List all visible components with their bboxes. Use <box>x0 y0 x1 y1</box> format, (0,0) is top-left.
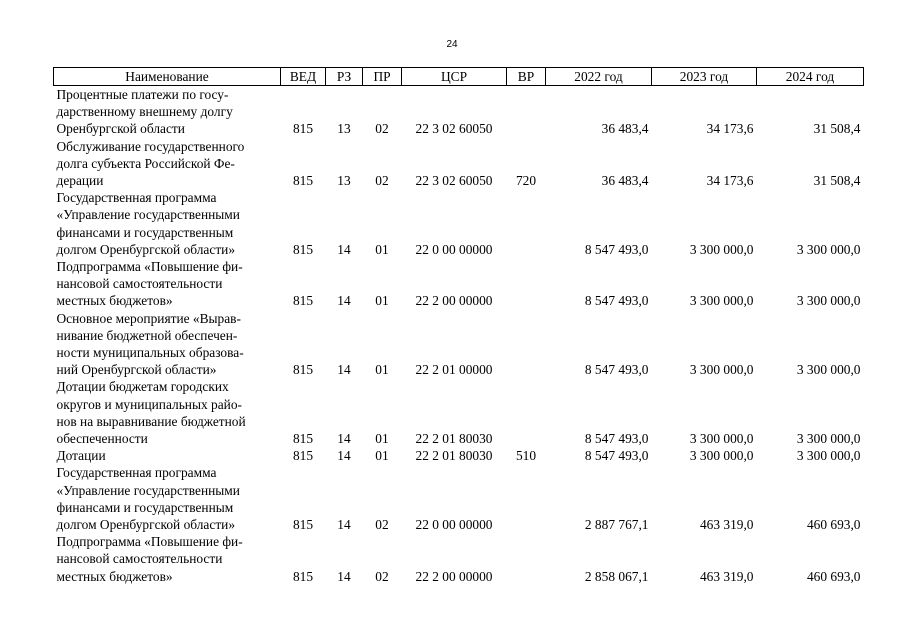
name-line: Дотации бюджетам городских <box>56 379 229 395</box>
name-line: нансовой самостоятельности <box>56 551 223 567</box>
table-body <box>54 86 864 585</box>
cell-pr: 02 <box>375 121 389 137</box>
cell-2023: 34 173,6 <box>706 121 754 137</box>
name-line: Основное мероприятие «Вырав- <box>56 310 241 326</box>
cell-ved: 815 <box>292 568 314 584</box>
cell-csr: 22 0 00 00000 <box>415 517 493 533</box>
budget-table <box>53 67 864 585</box>
cell-2022: 8 547 493,0 <box>584 362 649 378</box>
name-line: «Управление государственными <box>56 207 240 223</box>
cell-csr: 22 2 00 00000 <box>415 568 493 584</box>
cell-rz: 14 <box>337 362 351 378</box>
page-number: 24 <box>446 39 458 50</box>
cell-name <box>54 138 281 190</box>
cell-2022: 8 547 493,0 <box>584 431 649 447</box>
cell-ved: 815 <box>292 293 314 309</box>
table-row <box>54 189 864 258</box>
cell-rz: 13 <box>337 173 351 189</box>
table-row <box>54 310 864 379</box>
name-line: ности муниципальных образова- <box>56 345 244 361</box>
cell-ved: 815 <box>292 121 314 137</box>
cell-2024: 31 508,4 <box>813 173 861 189</box>
name-line: долгом Оренбургской области» <box>56 241 236 257</box>
cell-pr: 02 <box>375 517 389 533</box>
table-row <box>54 447 864 464</box>
cell-csr: 22 2 01 80030 <box>415 431 493 447</box>
cell-csr: 22 0 00 00000 <box>415 241 493 257</box>
cell-rz: 14 <box>337 431 351 447</box>
cell-vr <box>507 86 546 138</box>
cell-csr: 22 2 00 00000 <box>415 293 493 309</box>
table-row <box>54 464 864 533</box>
cell-rz: 14 <box>337 241 351 257</box>
cell-name <box>54 189 281 258</box>
name-line: Подпрограмма «Повышение фи- <box>56 259 243 275</box>
cell-vr <box>507 378 546 447</box>
header-csr: ЦСР <box>402 68 507 86</box>
cell-pr: 01 <box>375 431 389 447</box>
header-name: Наименование <box>54 68 281 86</box>
cell-pr: 01 <box>375 448 389 464</box>
cell-csr: 22 3 02 60050 <box>415 173 493 189</box>
name-line: финансами и государственным <box>56 224 234 240</box>
header-pr: ПР <box>363 68 402 86</box>
cell-2023: 34 173,6 <box>706 173 754 189</box>
cell-rz: 14 <box>337 517 351 533</box>
table-row <box>54 378 864 447</box>
cell-vr: 510 <box>515 448 537 464</box>
cell-2022: 2 887 767,1 <box>584 517 649 533</box>
name-line: Дотации <box>56 448 106 464</box>
name-line: Государственная программа <box>56 190 217 206</box>
header-rz: РЗ <box>326 68 363 86</box>
cell-2024: 3 300 000,0 <box>796 431 861 447</box>
cell-pr: 01 <box>375 293 389 309</box>
table-row <box>54 258 864 310</box>
name-line: Процентные платежи по госу- <box>56 87 229 102</box>
cell-2023: 3 300 000,0 <box>689 448 754 464</box>
cell-rz: 14 <box>337 448 351 464</box>
header-vr: ВР <box>507 68 546 86</box>
cell-2023: 3 300 000,0 <box>689 431 754 447</box>
name-line: местных бюджетов» <box>56 293 173 309</box>
cell-name <box>54 378 281 447</box>
name-line: Подпрограмма «Повышение фи- <box>56 534 243 550</box>
name-line: местных бюджетов» <box>56 568 173 584</box>
cell-name <box>54 310 281 379</box>
name-line: нивание бюджетной обеспечен- <box>56 327 238 343</box>
cell-ved: 815 <box>292 448 314 464</box>
cell-2023: 3 300 000,0 <box>689 293 754 309</box>
header-ved: ВЕД <box>281 68 326 86</box>
cell-vr <box>507 464 546 533</box>
cell-pr: 01 <box>375 241 389 257</box>
cell-2022: 36 483,4 <box>601 121 649 137</box>
header-2023: 2023 год <box>652 68 757 86</box>
cell-pr: 02 <box>375 568 389 584</box>
cell-ved: 815 <box>292 517 314 533</box>
cell-ved: 815 <box>292 362 314 378</box>
name-line: Обслуживание государственного <box>56 138 245 154</box>
cell-name <box>54 464 281 533</box>
name-line: округов и муниципальных райо- <box>56 396 242 412</box>
cell-csr: 22 3 02 60050 <box>415 121 493 137</box>
cell-name <box>54 86 281 138</box>
cell-rz: 14 <box>337 568 351 584</box>
cell-2023: 3 300 000,0 <box>689 362 754 378</box>
table-row <box>54 533 864 585</box>
cell-2024: 3 300 000,0 <box>796 241 861 257</box>
cell-2022: 8 547 493,0 <box>584 241 649 257</box>
cell-vr <box>507 258 546 310</box>
cell-name <box>54 258 281 310</box>
cell-csr: 22 2 01 80030 <box>415 448 493 464</box>
cell-ved: 815 <box>292 173 314 189</box>
cell-2023: 463 319,0 <box>699 568 754 584</box>
name-line: Государственная программа <box>56 465 217 481</box>
name-line: финансами и государственным <box>56 499 234 515</box>
cell-rz: 14 <box>337 293 351 309</box>
cell-2022: 8 547 493,0 <box>584 448 649 464</box>
cell-vr <box>507 189 546 258</box>
cell-2024: 460 693,0 <box>806 517 861 533</box>
header-2022: 2022 год <box>546 68 652 86</box>
name-line: нов на выравнивание бюджетной <box>56 413 246 429</box>
cell-2023: 3 300 000,0 <box>689 241 754 257</box>
name-line: ний Оренбургской области» <box>56 362 217 378</box>
cell-ved: 815 <box>292 241 314 257</box>
cell-rz: 13 <box>337 121 351 137</box>
cell-vr <box>507 310 546 379</box>
cell-csr: 22 2 01 00000 <box>415 362 493 378</box>
cell-2024: 3 300 000,0 <box>796 362 861 378</box>
name-line: обеспеченности <box>56 431 148 447</box>
cell-pr: 01 <box>375 362 389 378</box>
cell-2024: 460 693,0 <box>806 568 861 584</box>
name-line: дерации <box>56 173 104 189</box>
cell-name <box>54 447 281 464</box>
cell-pr: 02 <box>375 173 389 189</box>
cell-vr: 720 <box>515 173 537 189</box>
header-2024: 2024 год <box>757 68 864 86</box>
name-line: долга субъекта Российской Фе- <box>56 155 235 171</box>
table-row <box>54 86 864 138</box>
name-line: долгом Оренбургской области» <box>56 517 236 533</box>
name-line: дарственному внешнему долгу <box>56 104 233 120</box>
cell-2022: 8 547 493,0 <box>584 293 649 309</box>
cell-2024: 3 300 000,0 <box>796 448 861 464</box>
name-line: «Управление государственными <box>56 482 240 498</box>
cell-2022: 36 483,4 <box>601 173 649 189</box>
cell-name <box>54 533 281 585</box>
table-row <box>54 138 864 190</box>
cell-ved: 815 <box>292 431 314 447</box>
cell-2024: 3 300 000,0 <box>796 293 861 309</box>
table-header-row <box>54 68 864 86</box>
name-line: нансовой самостоятельности <box>56 276 223 292</box>
cell-2022: 2 858 067,1 <box>584 568 649 584</box>
name-line: Оренбургской области <box>56 121 185 137</box>
cell-2024: 31 508,4 <box>813 121 861 137</box>
cell-2023: 463 319,0 <box>699 517 754 533</box>
cell-vr <box>507 533 546 585</box>
